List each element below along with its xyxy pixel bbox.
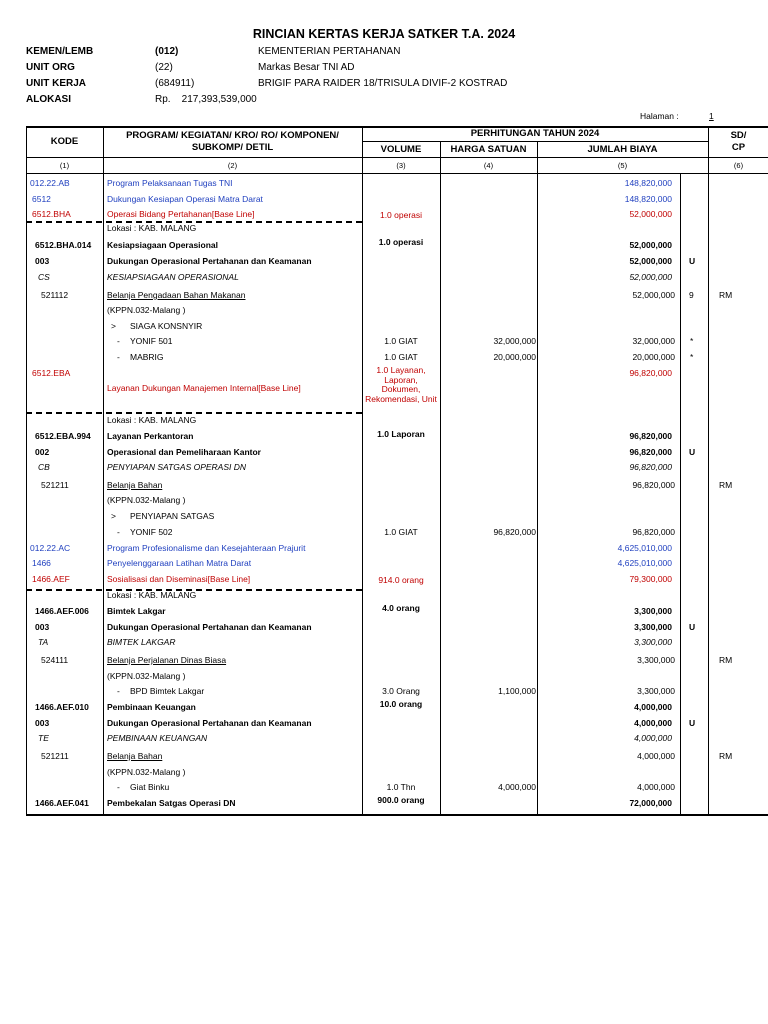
col-divider: [680, 174, 681, 816]
row-sd: U: [689, 256, 696, 266]
row-marker: >: [111, 321, 116, 331]
col-divider: [103, 126, 104, 816]
col-number: (1): [59, 161, 70, 170]
row-jumlah: 20,000,000: [632, 352, 675, 362]
row-kode: 6512.EBA.994: [35, 431, 91, 441]
unitorg-code: (22): [155, 62, 173, 73]
row-jumlah: 4,000,000: [634, 718, 672, 728]
row-desc: Belanja Perjalanan Dinas Biasa: [107, 655, 227, 665]
col-program-header-line1: PROGRAM/ KEGIATAN/ KRO/ RO/ KOMPONEN/: [126, 130, 339, 141]
row-volume: 4.0 orang: [382, 603, 420, 613]
row-volume: 1.0 Laporan: [377, 429, 425, 439]
row-marker: -: [117, 527, 120, 537]
row-jumlah: 3,300,000: [637, 686, 675, 696]
unitkerja-code: (684911): [155, 78, 195, 89]
row-jumlah: 52,000,000: [629, 256, 672, 266]
row-volume: 1.0 Thn: [386, 782, 416, 792]
row-jumlah: 32,000,000: [632, 336, 675, 346]
row-desc: Dukungan Kesiapan Operasi Matra Darat: [107, 194, 263, 204]
row-harga: 96,820,000: [493, 527, 536, 537]
row-volume: 10.0 orang: [379, 699, 423, 709]
row-desc: Operasi Bidang Pertahanan[Base Line]: [107, 209, 255, 219]
row-marker: -: [117, 782, 120, 792]
row-jumlah: 3,300,000: [637, 655, 675, 665]
row-desc: PEMBINAAN KEUANGAN: [107, 733, 208, 743]
col-divider: [440, 141, 441, 816]
col-divider: [708, 126, 709, 816]
row-kode: 524111: [41, 655, 69, 665]
row-kode: 1466.AEF: [32, 574, 70, 584]
row-marker: >: [111, 511, 116, 521]
row-kode: 6512.EBA: [32, 368, 71, 378]
row-volume: 914.0 orang: [378, 575, 424, 585]
row-kode: CB: [38, 462, 50, 472]
col-number: (4): [483, 161, 494, 170]
col-number: (5): [617, 161, 628, 170]
row-marker: -: [117, 686, 120, 696]
row-desc: Dukungan Operasional Pertahanan dan Keamanan: [107, 256, 312, 266]
col-divider: [537, 141, 538, 816]
row-kode: 002: [35, 447, 50, 457]
row-volume: 1.0 GIAT: [384, 527, 418, 537]
row-kode: TE: [38, 733, 49, 743]
header-divider: [26, 157, 768, 158]
row-cp: RM: [719, 480, 733, 490]
row-desc: Belanja Bahan: [107, 480, 163, 490]
col-number: (6): [733, 161, 744, 170]
row-jumlah: 52,000,000: [629, 240, 672, 250]
row-marker: -: [117, 352, 120, 362]
unitkerja-label: UNIT KERJA: [26, 78, 87, 89]
col-program-header-line2: SUBKOMP/ DETIL: [191, 142, 274, 153]
row-kode: 6512: [32, 194, 51, 204]
row-desc: (KPPN.032-Malang ): [107, 495, 186, 505]
row-desc: Pembinaan Keuangan: [107, 702, 196, 712]
row-jumlah: 3,300,000: [634, 637, 672, 647]
row-sd: U: [689, 622, 696, 632]
row-kode: 521211: [41, 480, 69, 490]
row-kode: 6512.BHA: [32, 209, 71, 219]
row-desc: PENYIAPAN SATGAS: [130, 511, 215, 521]
kemen-label: KEMEN/LEMB: [26, 46, 94, 57]
row-desc: Belanja Pengadaan Bahan Makanan: [107, 290, 246, 300]
row-jumlah: 52,000,000: [629, 272, 672, 282]
row-harga: 20,000,000: [493, 352, 536, 362]
row-jumlah: 3,300,000: [634, 606, 672, 616]
unitkerja-name: BRIGIF PARA RAIDER 18/TRISULA DIVIF-2 KOSTRAD: [258, 78, 508, 89]
header-divider: [26, 173, 768, 174]
col-kode-header: KODE: [50, 136, 79, 147]
row-desc: Program Pelaksanaan Tugas TNI: [107, 178, 233, 188]
row-sd: U: [689, 718, 696, 728]
row-jumlah: 4,625,010,000: [617, 558, 672, 568]
row-desc: Pembekalan Satgas Operasi DN: [107, 798, 236, 808]
alokasi-label: ALOKASI: [26, 94, 71, 105]
alokasi-value: Rp. 217,393,539,000: [155, 94, 257, 105]
row-desc: YONIF 502: [130, 527, 173, 537]
unitorg-name: Markas Besar TNI AD: [258, 62, 355, 73]
row-jumlah: 96,820,000: [629, 447, 672, 457]
row-desc: Operasional dan Pemeliharaan Kantor: [107, 447, 261, 457]
row-kode: 012.22.AC: [30, 543, 71, 553]
row-desc: Layanan Perkantoran: [107, 431, 194, 441]
row-jumlah: 72,000,000: [629, 798, 672, 808]
row-desc: Giat Binku: [130, 782, 170, 792]
row-volume: 3.0 Orang: [382, 686, 420, 696]
row-cp: RM: [719, 290, 733, 300]
row-kode: 6512.BHA.014: [35, 240, 92, 250]
col-cp-header: CP: [731, 142, 746, 153]
row-kode: TA: [38, 637, 49, 647]
col-number: (3): [396, 161, 406, 170]
page-label: Halaman :: [640, 111, 679, 121]
row-desc: Bimtek Lakgar: [107, 606, 166, 616]
row-jumlah: 148,820,000: [624, 178, 672, 188]
row-jumlah: 4,000,000: [634, 702, 672, 712]
row-kode: 003: [35, 622, 50, 632]
row-jumlah: 96,820,000: [629, 462, 672, 472]
row-jumlah: 3,300,000: [634, 622, 672, 632]
row-harga: 32,000,000: [493, 336, 536, 346]
row-desc: PENYIAPAN SATGAS OPERASI DN: [107, 462, 247, 472]
row-desc: SIAGA KONSNYIR: [130, 321, 203, 331]
section-separator: [26, 412, 362, 414]
row-desc: BIMTEK LAKGAR: [107, 637, 176, 647]
col-volume-header: VOLUME: [380, 144, 422, 155]
row-sd: 9: [689, 290, 694, 300]
row-desc: Layanan Dukungan Manajemen Internal[Base Line]: [107, 383, 301, 393]
page-number: 1: [709, 111, 714, 121]
document-title: RINCIAN KERTAS KERJA SATKER T.A. 2024: [252, 27, 516, 41]
col-harga-header: HARGA SATUAN: [450, 144, 527, 155]
row-desc: Sosialisasi dan Diseminasi[Base Line]: [107, 574, 251, 584]
row-harga: 1,100,000: [498, 686, 536, 696]
row-kode: 012.22.AB: [30, 178, 70, 188]
row-volume: 1.0 operasi: [379, 210, 423, 220]
row-volume: 900.0 orang: [377, 795, 425, 805]
row-kode: 1466.AEF.006: [35, 606, 89, 616]
row-volume: 1.0 Layanan, Laporan, Dokumen, Rekomendasi, Unit: [365, 365, 437, 404]
row-jumlah: 4,000,000: [637, 782, 675, 792]
row-cp: RM: [719, 655, 733, 665]
row-volume: 1.0 operasi: [378, 237, 424, 247]
row-kode: 1466.AEF.010: [35, 702, 89, 712]
row-kode: 521112: [41, 290, 69, 300]
row-desc: (KPPN.032-Malang ): [107, 767, 186, 777]
row-jumlah: 52,000,000: [629, 209, 672, 219]
row-marker: -: [117, 336, 120, 346]
row-desc: Belanja Bahan: [107, 751, 163, 761]
row-jumlah: 148,820,000: [624, 194, 672, 204]
row-kode: 521211: [41, 751, 69, 761]
kemen-code: (012): [155, 46, 179, 57]
row-jumlah: 96,820,000: [629, 368, 672, 378]
col-divider: [362, 126, 363, 816]
row-desc: Dukungan Operasional Pertahanan dan Keamanan: [107, 622, 312, 632]
kemen-name: KEMENTERIAN PERTAHANAN: [258, 46, 401, 57]
row-desc: Program Profesionalisme dan Kesejahteraan Prajurit: [107, 543, 306, 553]
row-kode: 003: [35, 718, 50, 728]
row-sd: U: [689, 447, 696, 457]
row-kode: 003: [35, 256, 50, 266]
row-sd: *: [690, 352, 694, 362]
row-cp: RM: [719, 751, 733, 761]
row-jumlah: 79,300,000: [629, 574, 672, 584]
row-jumlah: 4,000,000: [637, 751, 675, 761]
row-jumlah: 52,000,000: [632, 290, 675, 300]
row-desc: Lokasi : KAB. MALANG: [107, 415, 197, 425]
row-desc: MABRIG: [130, 352, 164, 362]
row-desc: (KPPN.032-Malang ): [107, 671, 186, 681]
row-harga: 4,000,000: [498, 782, 536, 792]
unitorg-label: UNIT ORG: [26, 62, 75, 73]
row-desc: (KPPN.032-Malang ): [107, 305, 186, 315]
row-desc: Lokasi : KAB. MALANG: [107, 590, 197, 600]
row-jumlah: 96,820,000: [629, 431, 672, 441]
row-desc: Kesiapsiagaan Operasional: [107, 240, 219, 250]
row-desc: Lokasi : KAB. MALANG: [107, 223, 197, 233]
row-jumlah: 4,625,010,000: [617, 543, 672, 553]
row-desc: YONIF 501: [130, 336, 173, 346]
col-number: (2): [227, 161, 238, 170]
row-desc: Dukungan Operasional Pertahanan dan Keamanan: [107, 718, 312, 728]
col-sd-header: SD/: [730, 130, 747, 141]
header-divider: [362, 141, 708, 142]
row-sd: *: [690, 336, 694, 346]
row-desc: KESIAPSIAGAAN OPERASIONAL: [107, 272, 239, 282]
row-kode: 1466.AEF.041: [35, 798, 89, 808]
row-desc: BPD Bimtek Lakgar: [130, 686, 205, 696]
row-desc: Penyelenggaraan Latihan Matra Darat: [107, 558, 252, 568]
row-jumlah: 96,820,000: [632, 527, 675, 537]
row-kode: CS: [38, 272, 50, 282]
col-perhitungan-header: PERHITUNGAN TAHUN 2024: [470, 128, 600, 139]
row-volume: 1.0 GIAT: [384, 352, 418, 362]
row-volume: 1.0 GIAT: [384, 336, 418, 346]
row-jumlah: 4,000,000: [634, 733, 672, 743]
col-jumlah-header: JUMLAH BIAYA: [587, 144, 658, 155]
row-kode: 1466: [32, 558, 51, 568]
row-jumlah: 96,820,000: [632, 480, 675, 490]
